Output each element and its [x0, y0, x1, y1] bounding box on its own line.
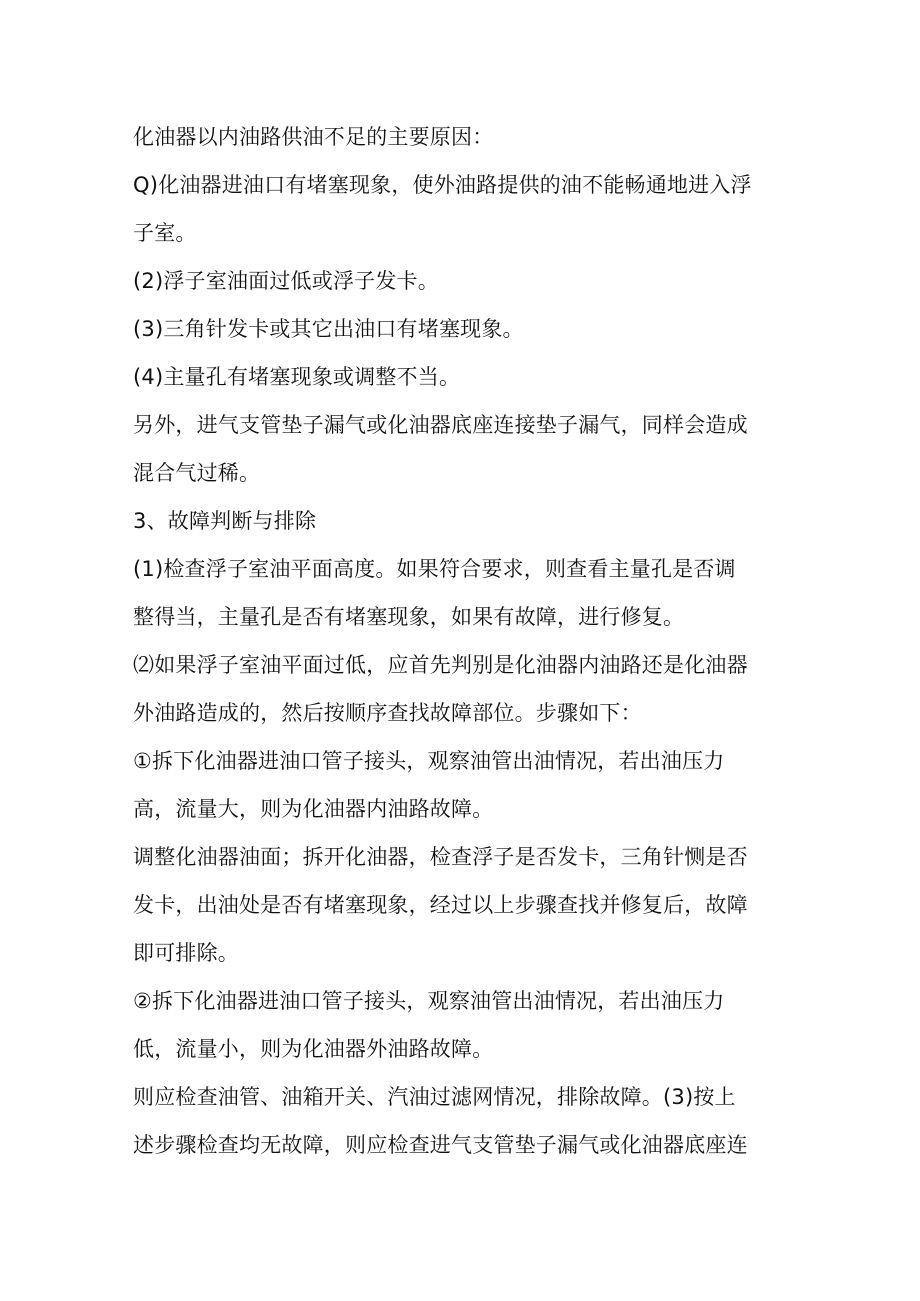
paragraph-line: 整得当，主量孔是否有堵塞现象，如果有故障，进行修复。 — [133, 605, 685, 629]
paragraph-line: ⑵如果浮子室油平面过低，应首先判别是化油器内油路还是化油器 — [133, 653, 748, 677]
paragraph-line: (2)浮子室油面过低或浮子发卡。 — [133, 269, 439, 293]
paragraph-line: (4)主量孔有堵塞现象或调整不当。 — [133, 365, 461, 389]
paragraph-line: 混合气过稀。 — [133, 461, 261, 485]
paragraph-line: 则应检查油管、油箱开关、汽油过滤网情况，排除故障。(3)按上 — [133, 1085, 736, 1109]
paragraph-line: 外油路造成的，然后按顺序查找故障部位。步骤如下： — [133, 701, 642, 725]
paragraph-line: 高，流量大，则为化油器内油路故障。 — [133, 797, 494, 821]
paragraph-line: 调整化油器油面；拆开化油器，检查浮子是否发卡，三角针恻是否 — [133, 845, 748, 869]
paragraph-line: (1)检查浮子室油平面高度。如果符合要求，则查看主量孔是否调 — [133, 557, 736, 581]
section-heading: 3、故障判断与排除 — [133, 509, 317, 533]
paragraph-line: ①拆下化油器进油口管子接头，观察油管出油情况，若出油压力 — [133, 749, 725, 773]
paragraph-line: 子室。 — [133, 221, 197, 245]
paragraph-line: 述步骤检查均无故障，则应检查进气支管垫子漏气或化油器底座连 — [133, 1133, 748, 1157]
paragraph-line: Q)化油器进油口有堵塞现象，使外油路提供的油不能畅通地进入浮 — [133, 173, 752, 197]
paragraph-line: ②拆下化油器进油口管子接头，观察油管出油情况，若出油压力 — [133, 989, 725, 1013]
paragraph-line: (3)三角针发卡或其它出油口有堵塞现象。 — [133, 317, 524, 341]
paragraph-line: 低，流量小，则为化油器外油路故障。 — [133, 1037, 494, 1061]
paragraph-line: 另外，进气支管垫子漏气或化油器底座连接垫子漏气，同样会造成 — [133, 413, 748, 437]
document-body — [133, 113, 773, 1169]
paragraph-line: 即可排除。 — [133, 941, 239, 965]
paragraph-line: 发卡，出油处是否有堵塞现象，经过以上步骤查找并修复后，故障 — [133, 893, 748, 917]
paragraph-line: 化油器以内油路供油不足的主要原因： — [133, 125, 494, 149]
